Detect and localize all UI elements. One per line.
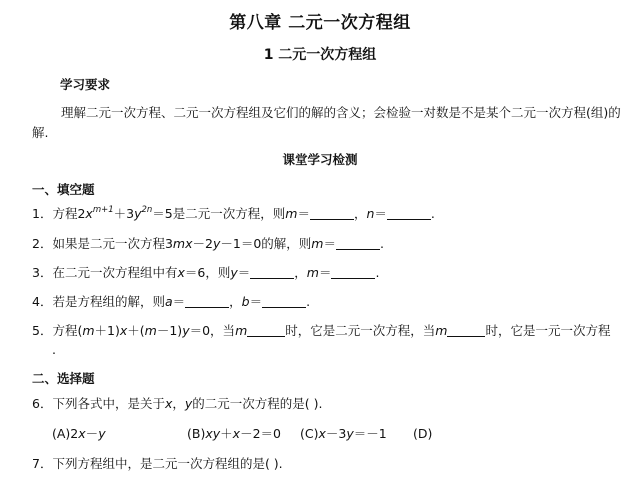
answer-blank[interactable] xyxy=(336,237,380,250)
option-a[interactable]: (A)2x－y xyxy=(52,426,106,441)
q4-number: 4． xyxy=(32,294,53,309)
q3-number: 3． xyxy=(32,265,53,280)
answer-blank[interactable] xyxy=(331,266,375,279)
q2-number: 2． xyxy=(32,236,53,251)
q5-number: 5． xyxy=(32,323,53,338)
option-d[interactable]: (D) xyxy=(413,426,433,441)
part2-heading: 二、选择题 xyxy=(32,371,95,386)
answer-blank[interactable] xyxy=(247,324,285,337)
answer-blank[interactable] xyxy=(387,207,431,220)
chapter-title: 第八章 二元一次方程组 xyxy=(229,13,411,33)
question-5-period: . xyxy=(52,342,56,357)
question-6: 6．下列各式中，是关于x，y的二元一次方程的是( ). xyxy=(32,396,323,411)
answer-blank[interactable] xyxy=(262,295,306,308)
q7-number: 7． xyxy=(32,456,53,471)
q6-number: 6． xyxy=(32,396,53,411)
question-2: 2．如果是二元一次方程3mx－2y－1＝0的解，则m＝ . xyxy=(32,236,384,251)
requirements-heading: 学习要求 xyxy=(60,77,111,92)
question-7: 7．下列方程组中，是二元一次方程组的是( ). xyxy=(32,456,283,471)
answer-blank[interactable] xyxy=(185,295,229,308)
section-title: 1 二元一次方程组 xyxy=(263,47,377,63)
question-4: 4．若是方程组的解，则a＝ ，b＝ . xyxy=(32,294,311,309)
answer-blank[interactable] xyxy=(250,266,294,279)
option-b[interactable]: (B)xy＋x－2＝0 xyxy=(187,426,281,441)
question-5: 5．方程(m＋1)x＋(m－1)y＝0，当m 时，它是二元一次方程，当m 时，它是一元一次方程 xyxy=(32,323,611,338)
question-1: 1．方程$2x^{m+1}+3y^{2n}=5$是二元一次方程，则m＝ ，n＝ . xyxy=(32,205,435,221)
answer-blank[interactable] xyxy=(310,207,354,220)
part1-heading: 一、填空题 xyxy=(32,182,95,197)
classroom-heading: 课堂学习检测 xyxy=(282,152,358,167)
requirements-text: 理解二元一次方程、二元一次方程组及它们的解的含义；会检验一对数是不是某个二元一次方程(组)的解. xyxy=(32,105,621,140)
answer-blank[interactable] xyxy=(447,324,485,337)
q1-number: 1． xyxy=(32,206,53,221)
option-c[interactable]: (C)x－3y＝－1 xyxy=(300,426,387,441)
question-3: 3．在二元一次方程组中有x＝6，则y＝ ，m＝ . xyxy=(32,265,380,280)
